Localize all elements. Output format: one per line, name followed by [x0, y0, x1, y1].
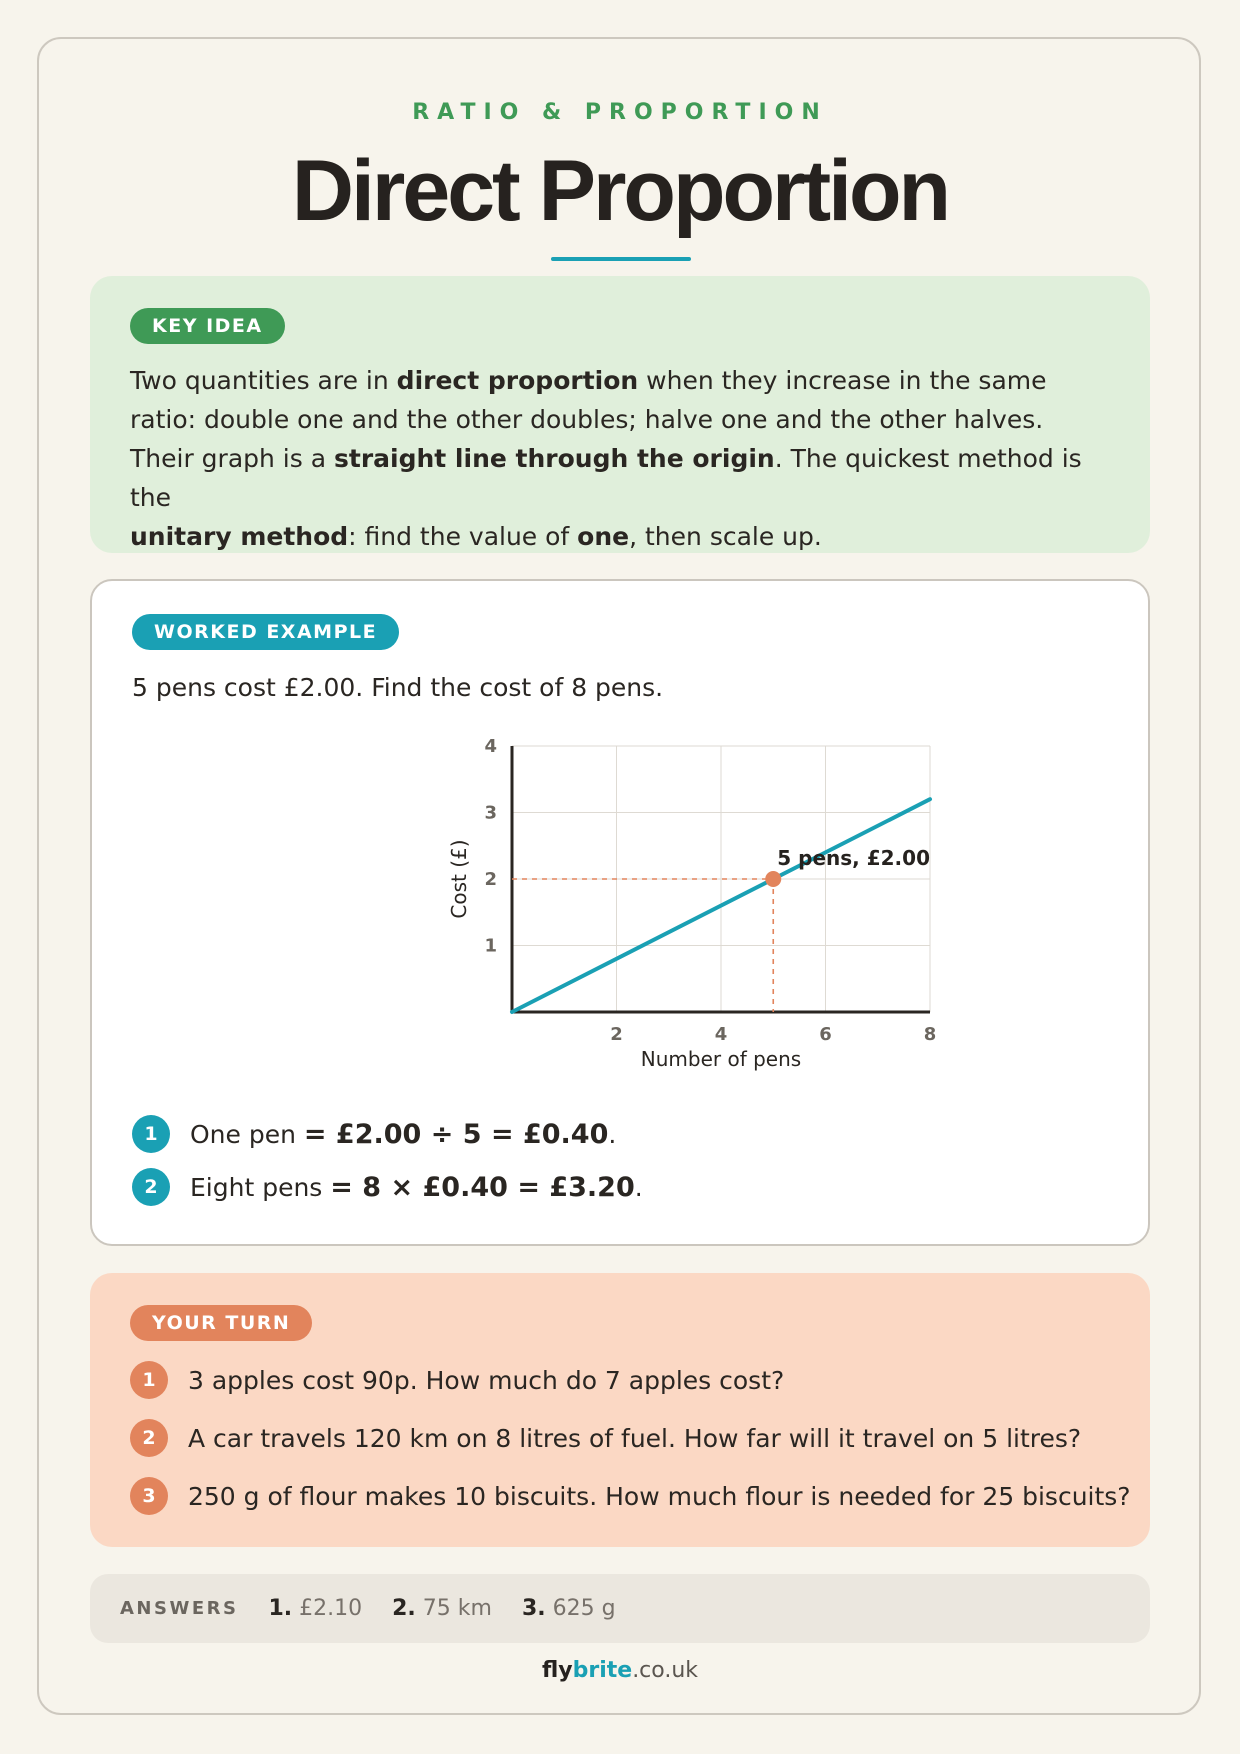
question-text: 3 apples cost 90p. How much do 7 apples cost? [188, 1365, 785, 1395]
practice-question-1 [130, 1359, 784, 1401]
brand-domain: .co.uk [632, 1658, 699, 1683]
x-tick-label: 4 [714, 1024, 728, 1045]
x-axis-title: Number of pens [640, 1047, 802, 1071]
question-number-badge: 3 [130, 1477, 168, 1515]
footer-brand [0, 1658, 1240, 1683]
worked-example-badge: WORKED EXAMPLE [132, 614, 399, 650]
y-tick-label: 1 [484, 935, 497, 957]
y-tick-label: 3 [484, 802, 497, 824]
answers-row [120, 1574, 646, 1643]
answer-1: 1. £2.10 [268, 1596, 363, 1621]
y-tick-label: 2 [484, 869, 497, 890]
your-turn-badge: YOUR TURN [130, 1305, 312, 1341]
answers-label: ANSWERS [120, 1598, 239, 1619]
question-number-badge: 2 [130, 1419, 168, 1457]
worked-example-card [90, 579, 1150, 1246]
step-number-badge: 1 [132, 1115, 170, 1153]
brand-brite: brite [572, 1658, 633, 1683]
worked-step-2 [132, 1166, 643, 1208]
worked-example-question: 5 pens cost £2.00. Find the cost of 8 pens. [132, 673, 664, 702]
title-underline [551, 257, 691, 261]
worked-step-1 [132, 1113, 616, 1155]
practice-question-2 [130, 1417, 1081, 1459]
highlight-point [765, 871, 781, 887]
practice-question-3 [130, 1475, 1131, 1517]
page-title: Direct Proportion [291, 143, 949, 239]
key-idea-card [90, 276, 1150, 553]
your-turn-card [90, 1273, 1150, 1547]
brand-fly: fly [541, 1658, 573, 1683]
y-tick-label: 4 [484, 736, 497, 757]
key-idea-badge: KEY IDEA [130, 308, 285, 344]
answer-2: 2. 75 km [392, 1596, 492, 1621]
question-number-badge: 1 [130, 1361, 168, 1399]
question-text: 250 g of flour makes 10 biscuits. How much flour is needed for 25 biscuits? [188, 1481, 1131, 1511]
x-tick-label: 6 [819, 1024, 832, 1045]
y-axis-title: Cost (£) [447, 839, 471, 919]
step-text: One pen = £2.00 ÷ 5 = £0.40. [190, 1118, 617, 1150]
x-tick-label: 2 [610, 1024, 623, 1045]
step-text: Eight pens = 8 × £0.40 = £3.20. [190, 1171, 643, 1203]
key-idea-text: Two quantities are in direct proportion when they increase in the same ratio: double one and the other doubles; halve one and the other halves. Their graph is a straight line through the origin. The quickest method is the unitary method: find the value of one, then scale up. [130, 366, 1082, 551]
answer-3: 3. 625 g [521, 1596, 616, 1621]
question-text: A car travels 120 km on 8 litres of fuel. How far will it travel on 5 litres? [188, 1423, 1082, 1453]
proportion-graph [332, 727, 937, 1107]
answers-strip [90, 1574, 1150, 1643]
highlight-point-label: 5 pens, £2.00 [777, 846, 930, 870]
step-number-badge: 2 [132, 1168, 170, 1206]
x-tick-label: 8 [923, 1024, 937, 1045]
topic-kicker: RATIO & PROPORTION [412, 100, 828, 125]
